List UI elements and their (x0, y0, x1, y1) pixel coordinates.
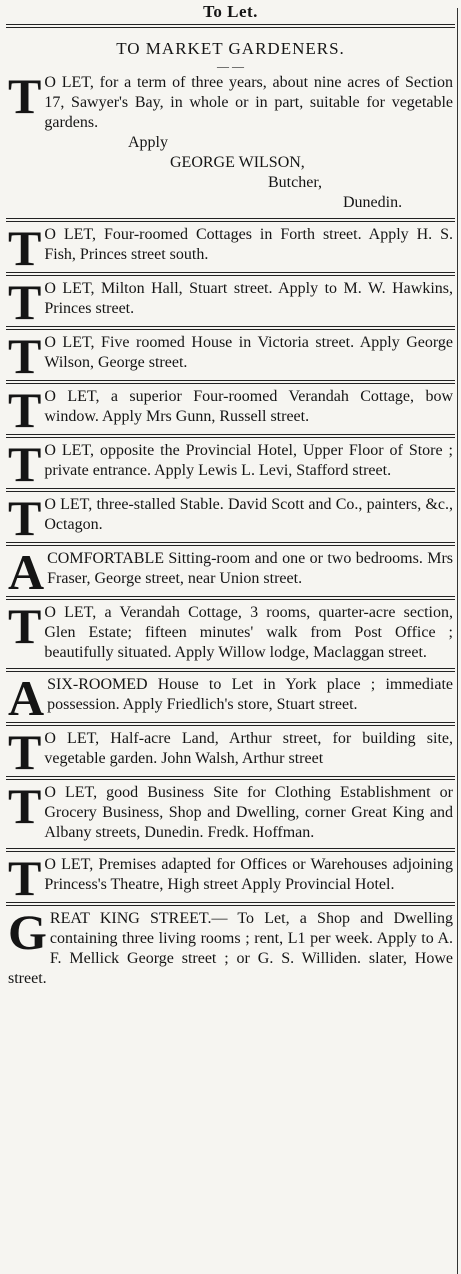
signature-line: Butcher, (268, 174, 323, 191)
drop-cap: T (8, 598, 42, 654)
ad-text: O LET, for a term of three years, about nine acres of Section 17, Sawyer's Bay, in whole or in part, suitable for vegetable gardens. (44, 74, 453, 131)
ad-market-gardeners (6, 28, 455, 218)
ad-text: O LET, three-stalled Stable. David Scott and Co., painters, &c., Octagon. (44, 496, 453, 533)
drop-cap: T (8, 220, 42, 276)
signature-line: GEORGE WILSON, (170, 154, 305, 171)
ad-text: COMFORTABLE Sitting-room and one or two bedrooms. Mrs Fraser, George street, near Union street. (47, 550, 453, 587)
ad-york-place-house (6, 670, 455, 726)
ad-signature (8, 133, 453, 213)
ad-great-king-street (6, 906, 455, 994)
ad-premises-offices (6, 850, 455, 906)
drop-cap: A (8, 544, 45, 600)
ad-text: O LET, Half-acre Land, Arthur street, for building site, vegetable garden. John Walsh, Arthur street (44, 730, 453, 767)
drop-cap: T (8, 382, 42, 438)
ad-title-dash: — — (217, 59, 244, 73)
drop-cap: T (8, 778, 42, 834)
drop-cap: T (8, 724, 42, 780)
ad-milton-hall (6, 274, 455, 330)
ad-victoria-street (6, 328, 455, 384)
drop-cap: T (8, 850, 42, 906)
ad-glen-estate-cottage (6, 600, 455, 668)
ad-sitting-room (6, 544, 455, 600)
drop-cap: T (8, 490, 42, 546)
signature-line: Dunedin. (343, 194, 403, 211)
ad-forth-street (6, 220, 455, 276)
section-heading: To Let. (203, 2, 258, 21)
ad-text: SIX-ROOMED House to Let in York place ; immediate possession. Apply Friedlich's store, Stuart street. (47, 676, 453, 713)
ad-text: O LET, opposite the Provincial Hotel, Upper Floor of Store ; private entrance. Apply Lewis L. Levi, Stafford street. (44, 442, 453, 479)
column-edge-rule (457, 8, 458, 1274)
ad-text: O LET, Five roomed House in Victoria street. Apply George Wilson, George street. (44, 334, 453, 371)
ad-arthur-street-land (6, 724, 455, 780)
ad-text: O LET, a superior Four-roomed Verandah Cottage, bow window. Apply Mrs Gunn, Russell street. (44, 388, 453, 425)
ad-text: REAT KING STREET.— To Let, a Shop and Dwelling containing three living rooms ; rent, L1 per week. Apply to A. F. Mellick George street ; or G. S. Williden. slater, Howe street. (8, 910, 453, 987)
ad-title: TO MARKET GARDENERS. (116, 39, 345, 58)
drop-cap: T (8, 68, 42, 124)
signature-line: Apply (128, 134, 168, 151)
drop-cap: T (8, 274, 42, 330)
ad-text: O LET, Premises adapted for Offices or Warehouses adjoining Princess's Theatre, High street Apply Provincial Hotel. (44, 856, 453, 893)
drop-cap: T (8, 328, 42, 384)
drop-cap: G (8, 904, 47, 960)
ad-business-site (6, 780, 455, 848)
drop-cap: T (8, 436, 42, 492)
ad-stable (6, 490, 455, 546)
ad-text: O LET, Milton Hall, Stuart street. Apply to M. W. Hawkins, Princes street. (44, 280, 453, 317)
ad-provincial-hotel-store (6, 436, 455, 492)
drop-cap: A (8, 670, 45, 726)
ad-text: O LET, Four-roomed Cottages in Forth street. Apply H. S. Fish, Princes street south. (44, 226, 453, 263)
ad-text: O LET, a Verandah Cottage, 3 rooms, quarter-acre section, Glen Estate; fifteen minutes' walk from Post Office ; beautifully situated. Apply Willow lodge, Maclaggan street. (44, 604, 453, 661)
ad-verandah-cottage-russell (6, 382, 455, 438)
ad-text: O LET, good Business Site for Clothing Establishment or Grocery Business, Shop and Dwelling, corner Great King and Albany streets, Dunedin. Fredk. Hoffman. (44, 784, 453, 841)
